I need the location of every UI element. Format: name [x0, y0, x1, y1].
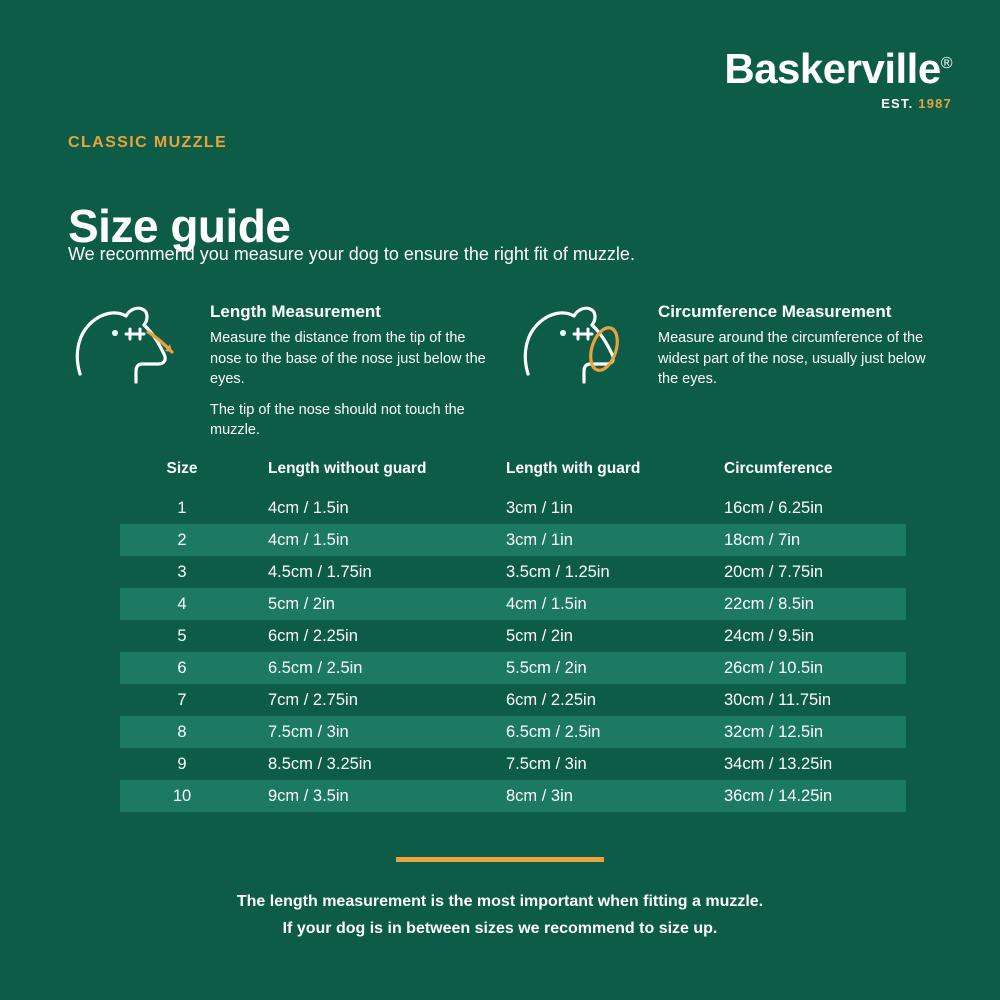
cell-length-without-guard: 5cm / 2in [268, 594, 335, 613]
table-row [120, 556, 906, 588]
brand-established [724, 96, 952, 111]
table-row [120, 748, 906, 780]
cell-length-without-guard: 6cm / 2.25in [268, 626, 358, 645]
cell-size: 10 [172, 786, 192, 805]
cell-length-with-guard: 7.5cm / 3in [506, 754, 587, 773]
table-row [120, 684, 906, 716]
table-row [120, 780, 906, 812]
cell-size: 7 [177, 690, 187, 709]
accent-divider [396, 857, 604, 862]
registered-trademark-icon: ® [940, 55, 952, 72]
cell-length-without-guard: 6.5cm / 2.5in [268, 658, 363, 677]
cell-size: 2 [177, 530, 187, 549]
cell-length-with-guard: 6.5cm / 2.5in [506, 722, 601, 741]
brand-est-year: 1987 [918, 96, 952, 111]
cell-size: 8 [177, 722, 187, 741]
cell-length-without-guard: 9cm / 3.5in [268, 786, 349, 805]
cell-length-without-guard: 4.5cm / 1.75in [268, 562, 372, 581]
dog-head-circumference-icon [516, 296, 646, 396]
table-row [120, 492, 906, 524]
cell-circumference: 24cm / 9.5in [724, 626, 814, 645]
cell-length-without-guard: 7.5cm / 3in [268, 722, 349, 741]
table-row [120, 620, 906, 652]
dog-head-length-icon [68, 296, 198, 396]
cell-length-with-guard: 4cm / 1.5in [506, 594, 587, 613]
brand-name-text: Baskerville [724, 45, 941, 92]
footer-notes [0, 888, 1000, 942]
cell-length-with-guard: 6cm / 2.25in [506, 690, 596, 709]
cell-circumference: 16cm / 6.25in [724, 498, 824, 517]
column-header-length-with-guard: Length with guard [506, 460, 641, 477]
table-row [120, 524, 906, 556]
table-header-row [120, 452, 906, 486]
circumference-measurement-text [646, 296, 948, 400]
cell-length-without-guard: 8.5cm / 3.25in [268, 754, 372, 773]
cell-length-with-guard: 5cm / 2in [506, 626, 573, 645]
cell-circumference: 30cm / 11.75in [724, 690, 832, 709]
cell-length-with-guard: 8cm / 3in [506, 786, 573, 805]
circumference-measurement-block [516, 296, 956, 400]
cell-length-without-guard: 4cm / 1.5in [268, 530, 349, 549]
length-measurement-body-2: The tip of the nose should not touch the muzzle. [210, 401, 465, 439]
cell-circumference: 36cm / 14.25in [724, 786, 833, 805]
page-title: Size guide [68, 199, 291, 252]
cell-size: 5 [177, 626, 187, 645]
footer-note-1: The length measurement is the most important when fitting a muzzle. [236, 893, 764, 910]
cell-circumference: 20cm / 7.75in [724, 562, 824, 581]
length-measurement-block [68, 296, 508, 451]
table-row [120, 716, 906, 748]
brand-name [724, 45, 952, 92]
size-table [120, 452, 906, 812]
cell-circumference: 22cm / 8.5in [724, 594, 814, 613]
cell-circumference: 34cm / 13.25in [724, 754, 833, 773]
footer-note-2: If your dog is in between sizes we recommend to size up. [282, 920, 718, 938]
cell-length-with-guard: 5.5cm / 2in [506, 658, 587, 677]
cell-circumference: 26cm / 10.5in [724, 658, 824, 677]
cell-size: 6 [177, 658, 187, 677]
page-subtitle: We recommend you measure your dog to ensure the right fit of muzzle. [68, 244, 635, 264]
product-category-label: CLASSIC MUZZLE [68, 134, 228, 151]
table-row [120, 588, 906, 620]
cell-size: 9 [177, 754, 187, 773]
column-header-circumference: Circumference [724, 460, 833, 477]
column-header-size: Size [166, 460, 198, 477]
cell-length-without-guard: 7cm / 2.75in [268, 690, 358, 709]
length-measurement-title: Length Measurement [210, 302, 381, 321]
column-header-length-without-guard: Length without guard [268, 460, 427, 477]
cell-length-with-guard: 3cm / 1in [506, 498, 573, 517]
cell-length-with-guard: 3.5cm / 1.25in [506, 562, 610, 581]
cell-circumference: 18cm / 7in [724, 530, 801, 549]
cell-length-without-guard: 4cm / 1.5in [268, 498, 349, 517]
cell-length-with-guard: 3cm / 1in [506, 530, 573, 549]
length-measurement-text [198, 296, 500, 451]
brand-logo [724, 45, 952, 111]
circumference-measurement-body-1: Measure around the circumference of the widest part of the nose, usually just below the eyes. [658, 330, 926, 388]
table-row [120, 652, 906, 684]
length-measurement-body-1: Measure the distance from the tip of the nose to the base of the nose just below the eyes. [210, 330, 486, 388]
circumference-measurement-title: Circumference Measurement [658, 302, 892, 321]
cell-size: 3 [177, 562, 187, 581]
cell-circumference: 32cm / 12.5in [724, 722, 824, 741]
cell-size: 1 [177, 498, 187, 517]
cell-size: 4 [177, 594, 187, 613]
brand-est-label: EST. [881, 96, 914, 111]
